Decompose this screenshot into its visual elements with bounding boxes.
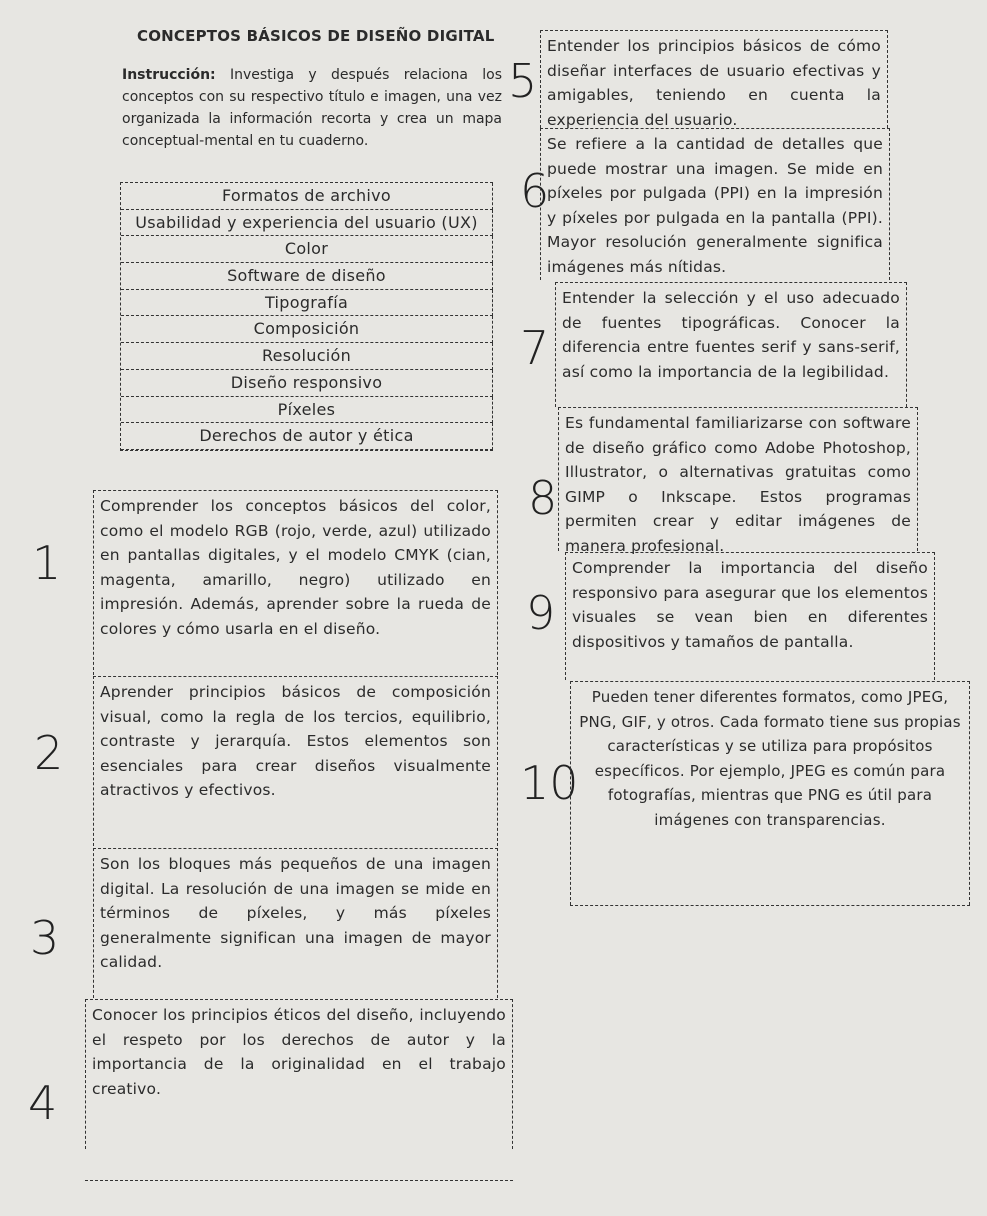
number-7: 7 [520,321,550,375]
concept-card-5[interactable]: Entender los principios básicos de cómo diseñar interfaces de usuario efectivas y amigables, teniendo en cuenta la experiencia del usuario. [540,30,888,128]
divider [570,905,970,906]
title-item[interactable]: Derechos de autor y ética [121,423,493,450]
title-item[interactable]: Composición [121,316,493,343]
instruction [122,64,502,152]
instruction-label: Instrucción: [122,67,216,83]
concept-card-3[interactable]: Son los bloques más pequeños de una imagen digital. La resolución de una imagen se mide en términos de píxeles, y más píxeles generalmente significan una imagen de mayor calidad. [93,848,498,998]
titles-list [120,182,493,451]
concept-card-6[interactable]: Se refiere a la cantidad de detalles que puede mostrar una imagen. Se mide en píxeles por pulgada (PPI) en la impresión y píxeles por pulgada en la pantalla (PPI). Mayor resolución generalmente significa imágenes más nítidas. [540,128,890,280]
number-10: 10 [520,756,579,810]
title-item[interactable]: Tipografía [121,290,493,317]
concept-card-2[interactable]: Aprender principios básicos de composición visual, como la regla de los tercios, equilibrio, contraste y jerarquía. Estos elementos son esenciales para crear diseños visualmente atractivos y efectivos. [93,676,498,846]
page-title: CONCEPTOS BÁSICOS DE DISEÑO DIGITAL [137,27,495,45]
number-4: 4 [28,1076,58,1130]
concept-card-9[interactable]: Comprender la importancia del diseño responsivo para asegurar que los elementos visuales se vean bien en diferentes dispositivos y tamaños de pantalla. [565,552,935,680]
number-9: 9 [526,586,556,640]
number-6: 6 [520,164,550,218]
title-item[interactable]: Diseño responsivo [121,370,493,397]
number-8: 8 [528,471,558,525]
number-2: 2 [34,726,64,780]
number-3: 3 [30,911,60,965]
concept-card-4[interactable]: Conocer los principios éticos del diseño, incluyendo el respeto por los derechos de autor y la importancia de la originalidad en el trabajo creativo. [85,999,513,1149]
instruction-text: Investiga y después relaciona los conceptos con su respectivo título e imagen, una vez organizada la información recorta y crea un mapa conceptual-mental en tu cuaderno. [122,67,502,149]
title-item[interactable]: Resolución [121,343,493,370]
title-item[interactable]: Color [121,236,493,263]
title-item[interactable]: Formatos de archivo [121,183,493,210]
title-item[interactable]: Usabilidad y experiencia del usuario (UX) [121,210,493,237]
title-item[interactable]: Software de diseño [121,263,493,290]
number-5: 5 [508,54,538,108]
number-1: 1 [32,536,62,590]
concept-card-8[interactable]: Es fundamental familiarizarse con software de diseño gráfico como Adobe Photoshop, Illustrator, o alternativas gratuitas como GIMP o Inkscape. Estos programas permiten crear y editar imágenes de manera profesional. [558,407,918,551]
divider [85,1180,513,1181]
title-item[interactable]: Píxeles [121,397,493,424]
concept-card-1[interactable]: Comprender los conceptos básicos del color, como el modelo RGB (rojo, verde, azul) utilizado en pantallas digitales, y el modelo CMYK (cian, magenta, amarillo, negro) utilizado en impresión. Además, aprender sobre la rueda de colores y cómo usarla en el diseño. [93,490,498,675]
concept-card-7[interactable]: Entender la selección y el uso adecuado de fuentes tipográficas. Conocer la diferencia entre fuentes serif y sans-serif, así como la importancia de la legibilidad. [555,282,907,407]
concept-card-10[interactable]: Pueden tener diferentes formatos, como JPEG, PNG, GIF, y otros. Cada formato tiene sus propias características y se utiliza para propósitos específicos. Por ejemplo, JPEG es común para fotografías, mientras que PNG es útil para imágenes con transparencias. [570,681,970,905]
